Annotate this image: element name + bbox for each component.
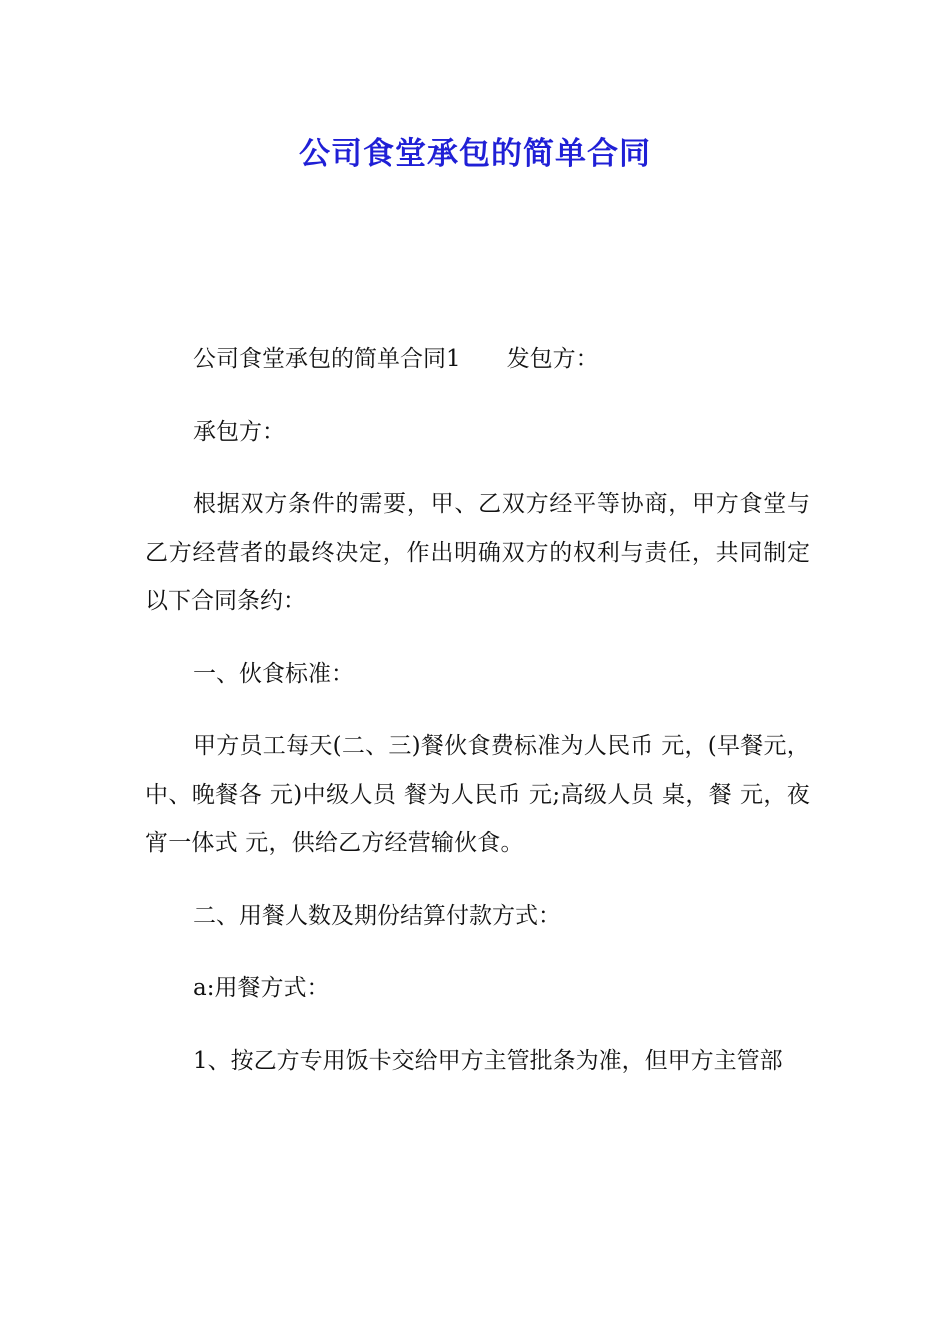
document-body [145,335,810,1109]
paragraph-section-1-heading: 一、伙食标准： [193,660,354,687]
paragraph-parties-contractor: 承包方： [193,418,285,445]
paragraph-parties-issuer: 公司食堂承包的简单合同1 发包方： [193,346,599,372]
paragraph-preamble: 根据双方条件的需要，甲、乙双方经平等协商，甲方食堂与乙方经营者的最终决定，作出明确双方的权利与责任，共同制定以下合同条约： [145,491,810,614]
document-title: 公司食堂承包的简单合同 [299,136,651,172]
paragraph-section-2-heading: 二、用餐人数及期份结算付款方式： [193,902,561,929]
paragraph-meal-standard: 甲方员工每天(二、三)餐伙食费标准为人民币 元，(早餐元，中、晚餐各 元)中级人员 餐为人民币 元;高级人员 桌，餐 元，夜宵一体式 元，供给乙方经营输伙食。 [145,733,810,856]
paragraph-dining-method: a:用餐方式： [193,975,330,1002]
paragraph-item-1: 1、按乙方专用饭卡交给甲方主管批条为准，但甲方主管部 [193,1047,783,1074]
